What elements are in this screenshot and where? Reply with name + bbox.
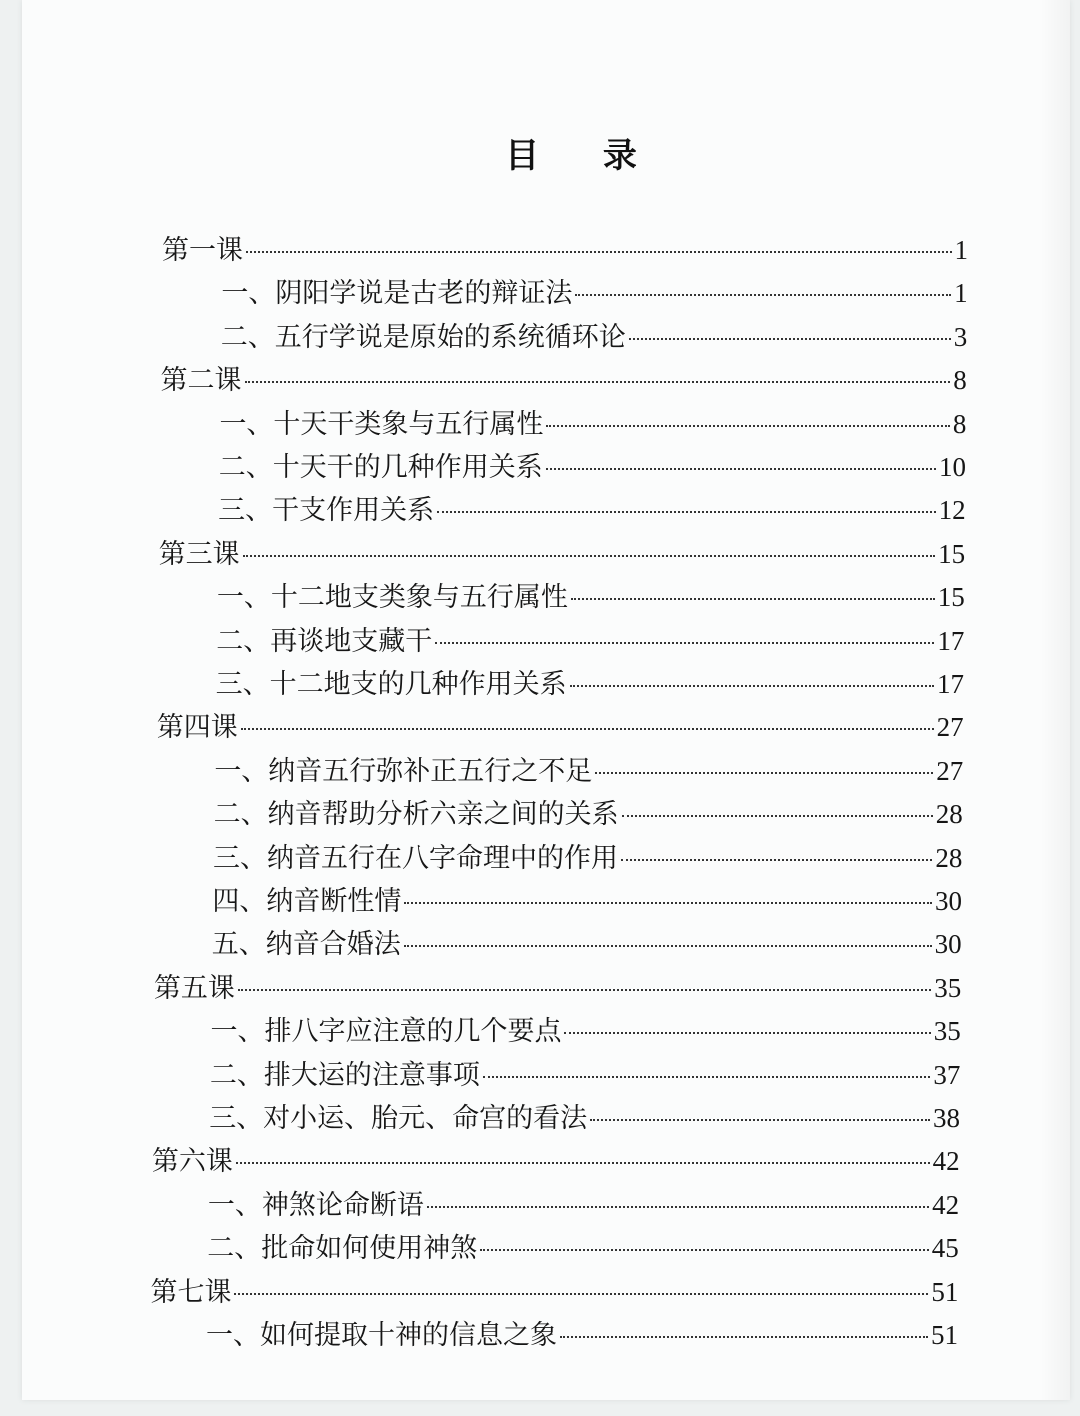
dot-leader [236,1162,930,1164]
dot-leader [546,468,936,470]
toc-entry-title: 二、十天干的几种作用关系 [218,452,543,483]
toc-section-entry [212,926,962,962]
page-title: 目 录 [505,136,663,176]
dot-leader [575,294,951,296]
toc-section-entry [214,753,963,789]
dot-leader [570,685,934,687]
toc-lesson-entry [157,709,964,745]
toc-section-entry [213,840,962,876]
toc-page-number: 15 [938,538,966,569]
toc-page-number: 30 [934,886,962,916]
toc-page-number: 12 [938,495,966,526]
dot-leader [427,1206,929,1208]
toc-entry-title: 一、排八字应注意的几个要点 [210,1016,562,1048]
toc-page-number: 8 [952,408,967,439]
toc-entry-title: 一、十二地支类象与五行属性 [216,582,568,614]
toc-section-entry [214,796,963,832]
toc-entry-title: 一、纳音五行弥补正五行之不足 [214,755,593,787]
toc-entry-title: 第四课 [156,712,238,744]
dot-leader [243,555,936,557]
dot-leader [622,815,933,817]
dot-leader [245,381,951,383]
document-page [22,0,1070,1400]
toc-entry-title: 三、干支作用关系 [218,495,435,527]
dot-leader [234,1293,928,1295]
toc-page-number: 51 [931,1320,958,1350]
toc-section-entry [219,449,966,485]
toc-page-number: 45 [931,1233,959,1264]
dot-leader [241,728,934,730]
dot-leader [483,1076,931,1078]
toc-section-entry [221,275,967,311]
toc-page-number: 17 [937,625,965,656]
toc-page-number: 3 [953,321,968,352]
toc-page-number: 28 [935,799,963,830]
toc-entry-title: 第一课 [162,235,243,266]
toc-section-entry [217,579,965,615]
toc-lesson-entry [161,362,967,398]
toc-section-entry [216,623,964,659]
dot-leader [435,642,934,644]
toc-entry-title: 二、排大运的注意事项 [209,1059,480,1091]
toc-page-number: 1 [954,278,968,309]
dot-leader [404,902,932,904]
toc-lesson-entry [162,232,968,268]
toc-entry-title: 二、纳音帮助分析六亲之间的关系 [213,799,619,831]
toc-section-entry [216,666,964,702]
toc-page-number: 38 [932,1103,960,1133]
dot-leader [437,511,935,513]
toc-page-number: 51 [931,1276,959,1307]
toc-page-number: 17 [936,669,964,699]
dot-leader [246,251,952,253]
toc-entry-title: 二、五行学说是原始的系统循环论 [220,321,626,353]
toc-lesson-entry [154,970,961,1006]
dot-leader [560,1336,928,1338]
toc-page-number: 8 [953,365,967,396]
toc-entry-title: 三、对小运、胎元、命宫的看法 [209,1103,588,1134]
toc-page-number: 42 [932,1146,960,1177]
toc-entry-title: 第七课 [150,1276,232,1308]
toc-page-number: 42 [932,1189,960,1220]
toc-entry-title: 二、再谈地支藏干 [216,625,433,657]
toc-entry-title: 一、如何提取十神的信息之象 [206,1320,557,1351]
toc-section-entry [207,1230,959,1266]
toc-section-entry [206,1317,958,1353]
toc-page-number: 35 [933,1016,961,1047]
toc-entry-title: 第二课 [160,365,242,397]
toc-lesson-entry [150,1274,958,1310]
toc-section-entry [221,319,967,355]
dot-leader [480,1249,929,1251]
toc-entry-title: 一、阴阳学说是古老的辩证法 [221,278,573,310]
toc-page-number: 10 [938,452,966,482]
toc-page-number: 28 [935,842,963,873]
dot-leader [629,338,951,340]
toc-entry-title: 第三课 [158,538,240,570]
toc-entry-title: 三、纳音五行在八字命理中的作用 [213,842,619,874]
dot-leader [546,425,949,427]
toc-section-entry [209,1100,960,1136]
toc-entry-title: 三、十二地支的几种作用关系 [215,669,567,700]
toc-entry-title: 一、十天干类象与五行属性 [219,408,544,440]
toc-page-number: 30 [934,929,962,960]
toc-page-number: 27 [936,712,964,743]
toc-entry-title: 五、纳音合婚法 [211,929,401,961]
toc-page-number: 37 [933,1059,961,1090]
toc-section-entry [219,406,966,442]
dot-leader [571,598,935,600]
toc-lesson-entry [159,536,966,572]
toc-section-entry [210,1057,961,1093]
toc-entry-title: 第五课 [153,972,235,1004]
toc-entry-title: 二、批命如何使用神煞 [207,1233,478,1265]
dot-leader [595,772,933,774]
dot-leader [564,1032,930,1034]
toc-entry-title: 四、纳音断性情 [212,886,402,917]
toc-entry-title: 一、神煞论命断语 [207,1189,424,1221]
dot-leader [621,859,932,861]
dot-leader [590,1119,930,1121]
toc-page-number: 27 [936,755,964,786]
toc-section-entry [210,1013,960,1049]
dot-leader [404,945,932,947]
toc-entry-title: 第六课 [151,1146,233,1178]
toc-section-entry [208,1187,959,1223]
toc-page-number: 15 [937,582,965,613]
toc-lesson-entry [152,1143,960,1179]
toc-page-number: 1 [954,235,968,265]
toc-section-entry [218,492,965,528]
dot-leader [238,989,931,991]
toc-section-entry [212,883,962,919]
toc-page-number: 35 [934,972,962,1003]
